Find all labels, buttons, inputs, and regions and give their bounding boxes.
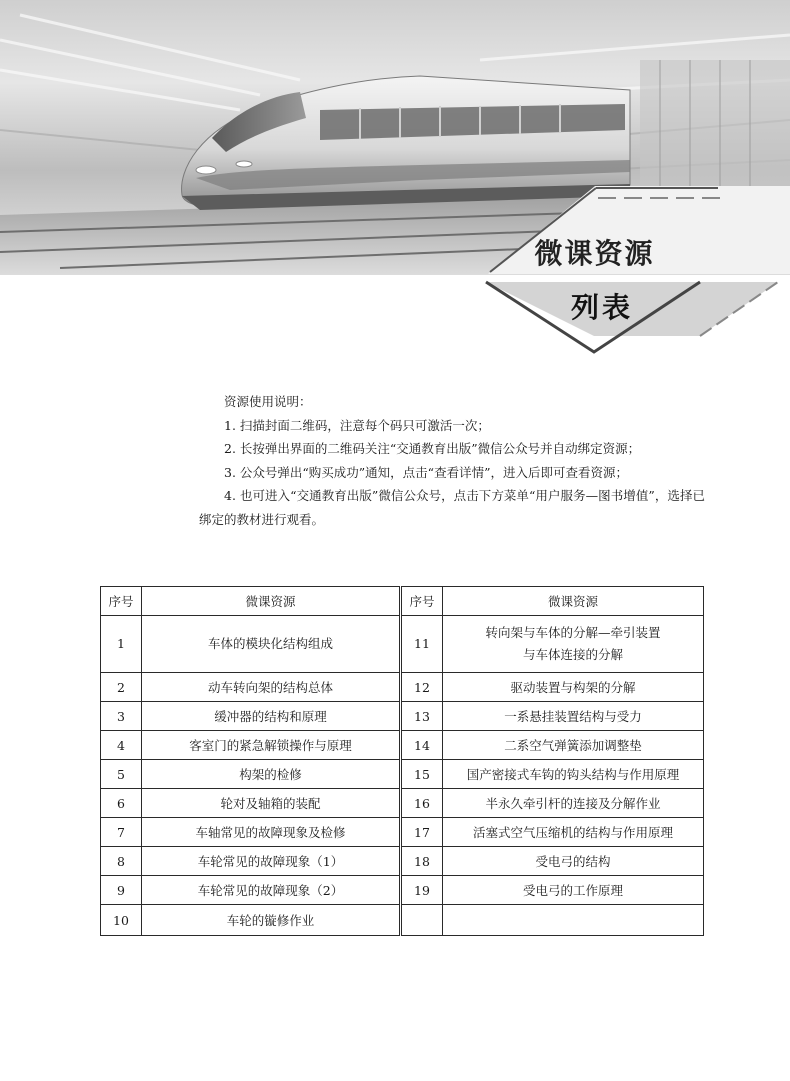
row-index: 19 xyxy=(401,876,443,905)
resource-title[interactable]: 活塞式空气压缩机的结构与作用原理 xyxy=(443,818,704,847)
row-index: 9 xyxy=(101,876,142,905)
row-index: 6 xyxy=(101,789,142,818)
usage-instructions xyxy=(199,390,705,531)
resource-title[interactable]: 受电弓的工作原理 xyxy=(443,876,704,905)
resource-title[interactable]: 车体的模块化结构组成 xyxy=(142,616,401,673)
row-index: 17 xyxy=(401,818,443,847)
resource-title[interactable]: 车轴常见的故障现象及检修 xyxy=(142,818,401,847)
resource-title[interactable]: 二系空气弹簧添加调整垫 xyxy=(443,731,704,760)
instruction-step-1: 1. 扫描封面二维码，注意每个码只可激活一次； xyxy=(224,417,490,433)
table-row xyxy=(101,731,704,760)
resource-title[interactable]: 车轮的镟修作业 xyxy=(142,905,401,936)
micro-course-resource-table xyxy=(100,586,704,936)
table-row xyxy=(101,789,704,818)
table-row xyxy=(101,876,704,905)
table-row xyxy=(101,847,704,876)
resource-title[interactable]: 车轮常见的故障现象（1） xyxy=(142,847,401,876)
resource-title[interactable]: 国产密接式车钩的钩头结构与作用原理 xyxy=(443,760,704,789)
row-index: 8 xyxy=(101,847,142,876)
resource-title[interactable]: 一系悬挂装置结构与受力 xyxy=(443,702,704,731)
row-index-empty xyxy=(401,905,443,936)
column-header-index: 序号 xyxy=(101,587,142,616)
row-index: 16 xyxy=(401,789,443,818)
row-index: 5 xyxy=(101,760,142,789)
table-row xyxy=(101,702,704,731)
table-row xyxy=(101,616,704,673)
row-index: 4 xyxy=(101,731,142,760)
instructions-heading: 资源使用说明： xyxy=(224,394,312,409)
row-index: 3 xyxy=(101,702,142,731)
row-index: 1 xyxy=(101,616,142,673)
row-index: 15 xyxy=(401,760,443,789)
instruction-step-3: 3. 公众号弹出“购买成功”通知，点击“查看详情”，进入后即可查看资源； xyxy=(224,464,628,480)
resource-title[interactable]: 半永久牵引杆的连接及分解作业 xyxy=(443,789,704,818)
row-index: 2 xyxy=(101,673,142,702)
row-index: 18 xyxy=(401,847,443,876)
column-header-resource: 微课资源 xyxy=(443,587,704,616)
row-index: 10 xyxy=(101,905,142,936)
resource-title[interactable]: 客室门的紧急解锁操作与原理 xyxy=(142,731,401,760)
resource-title[interactable] xyxy=(443,616,704,673)
resource-title-empty xyxy=(443,905,704,936)
resource-title[interactable]: 受电弓的结构 xyxy=(443,847,704,876)
table-row xyxy=(101,673,704,702)
table-header-row xyxy=(101,587,704,616)
instruction-step-2: 2. 长按弹出界面的二维码关注“交通教育出版”微信公众号并自动绑定资源； xyxy=(224,441,641,456)
column-header-index: 序号 xyxy=(401,587,443,616)
resource-title[interactable]: 车轮常见的故障现象（2） xyxy=(142,876,401,905)
table-row xyxy=(101,818,704,847)
instruction-step-4: 4. 也可进入“交通教育出版”微信公众号，点击下方菜单“用户服务—图书增值”，选择已绑定的教材进行观看。 xyxy=(199,488,705,527)
section-title: 微课资源 xyxy=(534,237,655,270)
row-index: 11 xyxy=(401,616,443,673)
row-index: 13 xyxy=(401,702,443,731)
section-subtitle: 列表 xyxy=(570,291,633,324)
resource-title[interactable]: 缓冲器的结构和原理 xyxy=(142,702,401,731)
table-row xyxy=(101,905,704,936)
resource-title-line: 转向架与车体的分解—牵引装置 xyxy=(485,625,661,640)
resource-title-line: 与车体连接的分解 xyxy=(522,647,623,662)
resource-title[interactable]: 构架的检修 xyxy=(142,760,401,789)
table-row xyxy=(101,760,704,789)
row-index: 7 xyxy=(101,818,142,847)
resource-title[interactable]: 轮对及轴箱的装配 xyxy=(142,789,401,818)
resource-title[interactable]: 驱动装置与构架的分解 xyxy=(443,673,704,702)
column-header-resource: 微课资源 xyxy=(142,587,401,616)
row-index: 12 xyxy=(401,673,443,702)
resource-title[interactable]: 动车转向架的结构总体 xyxy=(142,673,401,702)
row-index: 14 xyxy=(401,731,443,760)
